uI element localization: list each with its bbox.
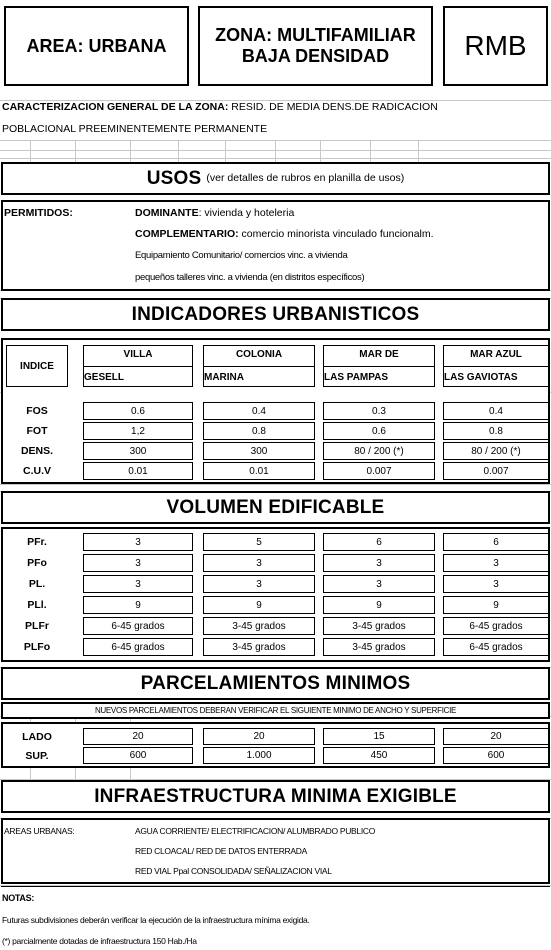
caracterizacion-text1: RESID. DE MEDIA DENS.DE RADICACION xyxy=(228,101,438,113)
value-cell: 9 xyxy=(83,596,193,614)
col-header-line1: COLONIA xyxy=(235,349,283,360)
parcelamientos-note: NUEVOS PARCELAMIENTOS DEBERAN VERIFICAR EL SIGUIENTE MINIMO DE ANCHO Y SUPERFICIE xyxy=(94,706,457,715)
row-label-sup: SUP. xyxy=(25,749,49,762)
col-header-line1: VILLA xyxy=(123,349,153,360)
value-cell: 0.6 xyxy=(83,402,193,420)
value-cell: 20 xyxy=(83,728,193,745)
value-cell: 15 xyxy=(323,728,435,745)
value-cell: 450 xyxy=(323,747,435,764)
volumen-header xyxy=(1,491,550,524)
value-cell: 3-45 grados xyxy=(323,638,435,656)
value-cell: 0.007 xyxy=(443,462,549,480)
notas-line1: Futuras subdivisiones deberán verificar la ejecución de la infraestructura mínima exigida. xyxy=(2,915,310,925)
value-cell: 0.007 xyxy=(323,462,435,480)
usos-title: USOS xyxy=(146,167,202,189)
col-header-mar-de-las-pampas xyxy=(323,345,435,387)
infraestructura-line1: AGUA CORRIENTE/ ELECTRIFICACION/ ALUMBRADO PUBLICO xyxy=(135,826,376,836)
complementario-label: COMPLEMENTARIO: xyxy=(135,228,239,240)
value-cell: 0.01 xyxy=(203,462,315,480)
value-cell: 0.3 xyxy=(323,402,435,420)
value-cell: 0.4 xyxy=(443,402,549,420)
row-label-plfo: PLFo xyxy=(23,641,51,653)
complementario-line xyxy=(135,228,434,241)
value-cell: 9 xyxy=(323,596,435,614)
caracterizacion-label: CARACTERIZACION GENERAL DE LA ZONA: xyxy=(2,101,229,113)
infraestructura-label: AREAS URBANAS: xyxy=(4,826,75,836)
usos-line4: pequeños talleres vinc. a vivienda (en distritos específicos) xyxy=(135,272,365,283)
value-cell: 3 xyxy=(203,554,315,572)
value-cell: 3 xyxy=(203,575,315,593)
value-cell: 9 xyxy=(203,596,315,614)
value-cell: 0.01 xyxy=(83,462,193,480)
zona-title-line2: BAJA DENSIDAD xyxy=(241,46,390,66)
dominante-text: : vivienda y hoteleria xyxy=(198,207,295,219)
indicadores-header xyxy=(1,298,550,331)
indicadores-table xyxy=(1,338,550,484)
value-cell: 5 xyxy=(203,533,315,551)
volumen-table xyxy=(1,527,550,662)
value-cell: 3 xyxy=(83,533,193,551)
value-cell: 0.8 xyxy=(203,422,315,440)
permitidos-label: PERMITIDOS: xyxy=(4,207,73,219)
value-cell: 20 xyxy=(443,728,549,745)
value-cell: 300 xyxy=(203,442,315,460)
value-cell: 6-45 grados xyxy=(443,638,549,656)
col-header-line1: MAR AZUL xyxy=(470,349,522,360)
parcelamientos-note-box xyxy=(1,702,550,719)
caracterizacion-line1 xyxy=(2,101,551,114)
usos-header xyxy=(1,162,550,195)
usos-body xyxy=(1,200,550,291)
zone-code: RMB xyxy=(464,30,527,61)
infraestructura-line2: RED CLOACAL/ RED DE DATOS ENTERRADA xyxy=(135,846,307,856)
usos-line3: Equipamiento Comunitario/ comercios vinc. a vivienda xyxy=(135,250,348,261)
row-label-plfr: PLFr xyxy=(25,620,49,632)
col-header-mar-azul xyxy=(443,345,549,387)
value-cell: 3 xyxy=(323,575,435,593)
col-header-villa-gesell xyxy=(83,345,193,387)
value-cell: 600 xyxy=(83,747,193,764)
notas-line2: (*) parcialmente dotadas de infraestructura 150 Hab./Ha xyxy=(2,936,197,946)
value-cell: 6-45 grados xyxy=(443,617,549,635)
value-cell: 1,2 xyxy=(83,422,193,440)
col-header-line2: LAS PAMPAS xyxy=(324,366,434,383)
zone-code-box xyxy=(443,6,548,86)
value-cell: 80 / 200 (*) xyxy=(443,442,549,460)
value-cell: 3 xyxy=(443,575,549,593)
complementario-text: comercio minorista vinculado funcionalm. xyxy=(238,228,434,240)
dominante-line xyxy=(135,207,294,220)
notas-label: NOTAS: xyxy=(2,893,35,903)
value-cell: 3 xyxy=(323,554,435,572)
dominante-label: DOMINANTE xyxy=(135,207,199,219)
row-label-pfr: PFr. xyxy=(27,536,47,548)
col-header-line2: GESELL xyxy=(84,366,192,383)
row-label-pll: PLl. xyxy=(27,599,47,611)
row-label-pfo: PFo xyxy=(27,557,47,569)
parcelamientos-title: PARCELAMIENTOS MINIMOS xyxy=(140,672,411,694)
volumen-title: VOLUMEN EDIFICABLE xyxy=(166,496,385,518)
col-header-line2: MARINA xyxy=(204,366,314,383)
value-cell: 6 xyxy=(323,533,435,551)
value-cell: 80 / 200 (*) xyxy=(323,442,435,460)
row-label-fos: FOS xyxy=(26,405,48,417)
row-label-lado: LADO xyxy=(22,730,52,743)
row-label-fot: FOT xyxy=(26,425,48,437)
infraestructura-body xyxy=(1,818,550,884)
notas-section xyxy=(1,886,550,948)
indicadores-title: INDICADORES URBANISTICOS xyxy=(131,303,420,325)
value-cell: 1.000 xyxy=(203,747,315,764)
infraestructura-header xyxy=(1,780,550,813)
usos-subtitle: (ver detalles de rubros en planilla de usos) xyxy=(206,172,405,184)
row-label-pl: PL. xyxy=(28,578,46,590)
zona-box xyxy=(198,6,433,86)
row-label-dens: DENS. xyxy=(20,445,54,457)
value-cell: 3-45 grados xyxy=(323,617,435,635)
caracterizacion-line2: POBLACIONAL PREEMINENTEMENTE PERMANENTE xyxy=(2,123,268,135)
value-cell: 6-45 grados xyxy=(83,638,193,656)
value-cell: 300 xyxy=(83,442,193,460)
infraestructura-line3: RED VIAL Ppal CONSOLIDADA/ SEÑALIZACION VIAL xyxy=(135,866,332,876)
value-cell: 0.6 xyxy=(323,422,435,440)
value-cell: 600 xyxy=(443,747,549,764)
value-cell: 3-45 grados xyxy=(203,617,315,635)
value-cell: 6-45 grados xyxy=(83,617,193,635)
value-cell: 6 xyxy=(443,533,549,551)
area-title: AREA: URBANA xyxy=(26,35,167,56)
value-cell: 3 xyxy=(83,575,193,593)
zona-title-line1: ZONA: MULTIFAMILIAR xyxy=(215,25,416,45)
value-cell: 3 xyxy=(83,554,193,572)
area-box xyxy=(4,6,189,86)
value-cell: 0.8 xyxy=(443,422,549,440)
value-cell: 0.4 xyxy=(203,402,315,420)
value-cell: 20 xyxy=(203,728,315,745)
infraestructura-title: INFRAESTRUCTURA MINIMA EXIGIBLE xyxy=(94,785,457,807)
parcelamientos-header xyxy=(1,667,550,700)
col-header-colonia-marina xyxy=(203,345,315,387)
parcelamientos-table xyxy=(1,722,550,768)
indice-header: INDICE xyxy=(6,345,68,387)
value-cell: 9 xyxy=(443,596,549,614)
col-header-line2: LAS GAVIOTAS xyxy=(444,366,548,383)
value-cell: 3 xyxy=(443,554,549,572)
col-header-line1: MAR DE xyxy=(359,349,399,360)
row-label-cuv: C.U.V xyxy=(22,465,51,477)
value-cell: 3-45 grados xyxy=(203,638,315,656)
